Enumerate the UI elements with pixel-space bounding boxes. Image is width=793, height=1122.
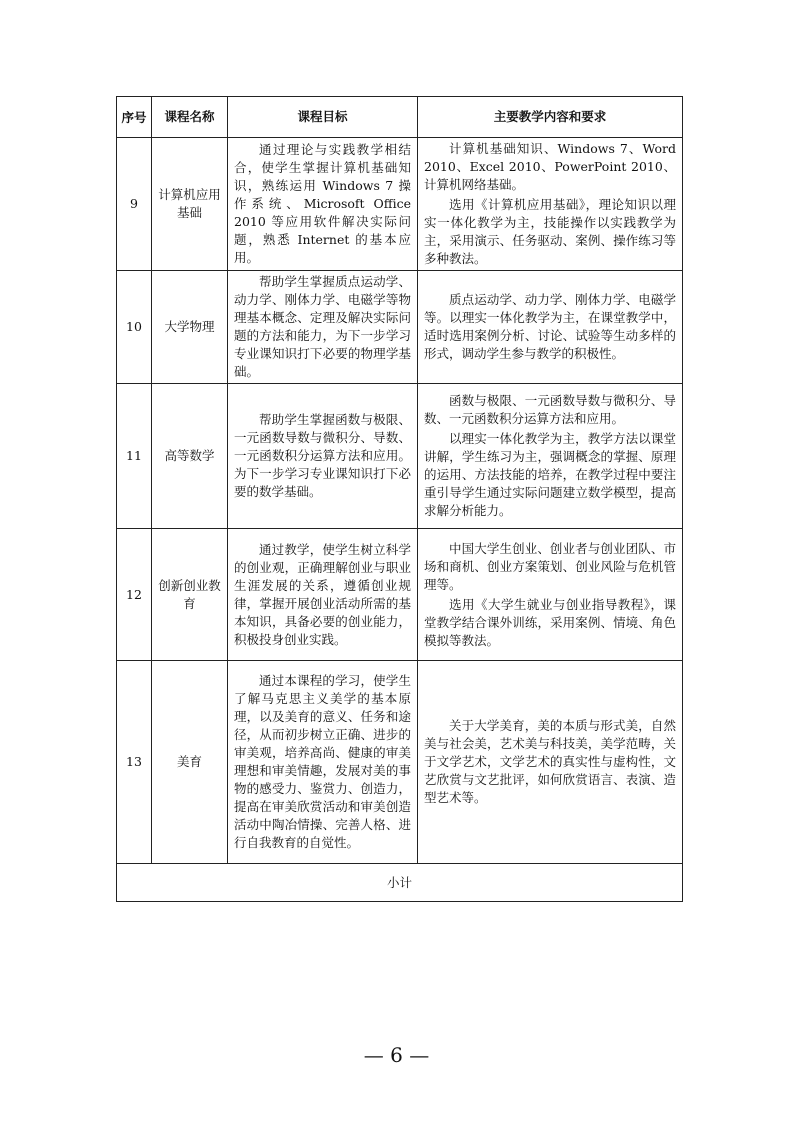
row-seq: 11 xyxy=(117,384,152,529)
goal-text: 通过本课程的学习，使学生了解马克思主义美学的基本原理，以及美育的意义、任务和途径，从而初步树立正确、进步的审美观，培养高尚、健康的审美理想和审美情趣，发展对美的事物的感受力、鉴赏力、创造力，提高在审美欣赏活动和审美创造活动中陶冶情操、完善人格、进行自我教育的自觉性。 xyxy=(234,673,411,850)
header-seq: 序号 xyxy=(117,97,152,138)
page-number: — 6 — xyxy=(363,1043,430,1067)
subtotal-label: 小计 xyxy=(117,864,683,902)
subtotal-row xyxy=(117,864,683,902)
content-paragraph: 以理实一体化教学为主，教学方法以课堂讲解，学生练习为主，强调概念的掌握、原理的运用、方法技能的培养，在教学过程中要注重引导学生通过实际问题建立数学模型，提高求解分析能力。 xyxy=(424,431,676,518)
table-row xyxy=(117,384,683,529)
row-course-content xyxy=(418,529,683,661)
header-course-goal: 课程目标 xyxy=(228,97,418,138)
goal-text: 通过理论与实践教学相结合，使学生掌握计算机基础知识，熟练运用 Windows 7 操作系统、Microsoft Office 2010 等应用软件解决实际问题，熟悉 Internet 的基本应用。 xyxy=(234,142,411,265)
row-seq: 12 xyxy=(117,529,152,661)
row-course-name: 创新创业教育 xyxy=(152,529,228,661)
table-row xyxy=(117,661,683,864)
content-paragraph: 函数与极限、一元函数导数与微积分、导数、一元函数积分运算方法和应用。 xyxy=(424,393,676,426)
table-row xyxy=(117,529,683,661)
curriculum-table xyxy=(116,96,683,902)
content-paragraph: 选用《大学生就业与创业指导教程》，课堂教学结合课外训练，采用案例、情境、角色模拟等教法。 xyxy=(424,596,676,648)
table-row xyxy=(117,271,683,384)
row-course-goal xyxy=(228,661,418,864)
row-course-name: 计算机应用基础 xyxy=(152,138,228,271)
row-seq: 10 xyxy=(117,271,152,384)
row-course-goal xyxy=(228,138,418,271)
row-seq: 9 xyxy=(117,138,152,271)
content-paragraph: 计算机基础知识、Windows 7、Word 2010、Excel 2010、PowerPoint 2010、计算机网络基础。 xyxy=(424,141,676,192)
table-header-row xyxy=(117,97,683,138)
row-course-goal xyxy=(228,271,418,384)
goal-text: 帮助学生掌握质点运动学、动力学、刚体力学、电磁学等物理基本概念、定理及解决实际问题的方法和能力，为下一步学习专业课知识打下必要的物理学基础。 xyxy=(234,274,411,379)
content-paragraph: 中国大学生创业、创业者与创业团队、市场和商机、创业方案策划、创业风险与危机管理等。 xyxy=(424,540,676,592)
header-course-name: 课程名称 xyxy=(152,97,228,138)
row-course-name: 大学物理 xyxy=(152,271,228,384)
content-paragraph: 关于大学美育，美的本质与形式美，自然美与社会美，艺术美与科技美，美学范畴，关于文学艺术，文学艺术的真实性与虚构性，文艺欣赏与文艺批评，如何欣赏语言、表演、造型艺术等。 xyxy=(424,718,676,805)
header-course-content: 主要教学内容和要求 xyxy=(418,97,683,138)
content-paragraph: 质点运动学、动力学、刚体力学、电磁学等。以理实一体化教学为主，在课堂教学中，适时选用案例分析、讨论、试验等生动多样的形式，调动学生参与教学的积极性。 xyxy=(424,292,676,361)
table-row xyxy=(117,138,683,271)
row-course-content xyxy=(418,271,683,384)
row-course-content xyxy=(418,138,683,271)
goal-text: 通过教学，使学生树立科学的创业观，正确理解创业与职业生涯发展的关系，遵循创业规律，掌握开展创业活动所需的基本知识，具备必要的创业能力，积极投身创业实践。 xyxy=(234,541,411,647)
row-course-content xyxy=(418,661,683,864)
content-paragraph: 选用《计算机应用基础》，理论知识以理实一体化教学为主，技能操作以实践教学为主，采用演示、任务驱动、案例、操作练习等多种教法。 xyxy=(424,197,676,266)
row-course-name: 美育 xyxy=(152,661,228,864)
row-seq: 13 xyxy=(117,661,152,864)
goal-text: 帮助学生掌握函数与极限、一元函数导数与微积分、导数、一元函数积分运算方法和应用。为下一步学习专业课知识打下必要的数学基础。 xyxy=(234,412,411,499)
row-course-goal xyxy=(228,529,418,661)
row-course-content xyxy=(418,384,683,529)
row-course-name: 高等数学 xyxy=(152,384,228,529)
row-course-goal xyxy=(228,384,418,529)
